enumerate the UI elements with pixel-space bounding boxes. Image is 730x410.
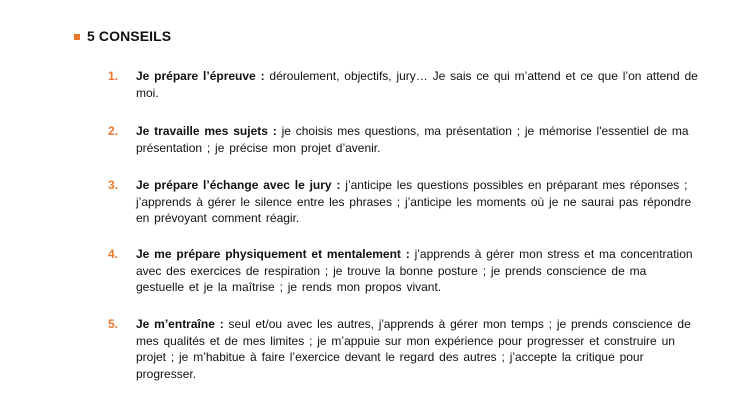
item-title: Je prépare l’épreuve : [136,69,265,83]
item-number: 2. [108,124,119,138]
list-item [108,177,698,227]
list-item [108,123,698,156]
item-text: j’apprends à gérer mon stress et ma concentration avec des exercices de respiration ; je trouve la bonne posture ; je prends conscience de ma gestuelle et je la maîtrise ; je rends mon propos vivant. [136,247,693,294]
item-text: déroulement, objectifs, jury… Je sais ce qui m’attend et ce que l’on attend de moi. [136,69,698,100]
item-content [136,68,698,101]
item-number: 1. [108,69,119,83]
list-item [108,68,698,101]
item-title: Je prépare l’échange avec le jury : [136,178,341,192]
item-content [136,177,698,227]
item-content [136,123,698,156]
item-text: j’anticipe les questions possibles en préparant mes réponses ; j’apprends à gérer le silence entre les phrases ; j’anticipe les moments où je ne saurai pas répondre en prévoyant comment réagir. [136,178,692,225]
item-number: 4. [108,247,119,261]
item-content [136,316,698,382]
heading-text: 5 CONSEILS [87,28,172,44]
item-number: 5. [108,317,119,331]
list-item [108,246,698,296]
list-item [108,316,698,382]
item-text: je choisis mes questions, ma présentation ; je mémorise l'essentiel de ma présentation ; je précise mon projet d’avenir. [136,124,689,155]
item-number: 3. [108,178,119,192]
item-content [136,246,698,296]
item-text: seul et/ou avec les autres, j'apprends à gérer mon temps ; je prends conscience de mes qualités et de mes limites ; je m’appuie sur mon expérience pour progresser et construire un projet ; je m’habitue à faire l’exercice devant le regard des autres ; j’accepte la critique pour progresser. [136,317,691,381]
item-title: Je m’entraîne : [136,317,224,331]
item-title: Je me prépare physiquement et mentalement : [136,247,410,261]
item-title: Je travaille mes sujets : [136,124,277,138]
